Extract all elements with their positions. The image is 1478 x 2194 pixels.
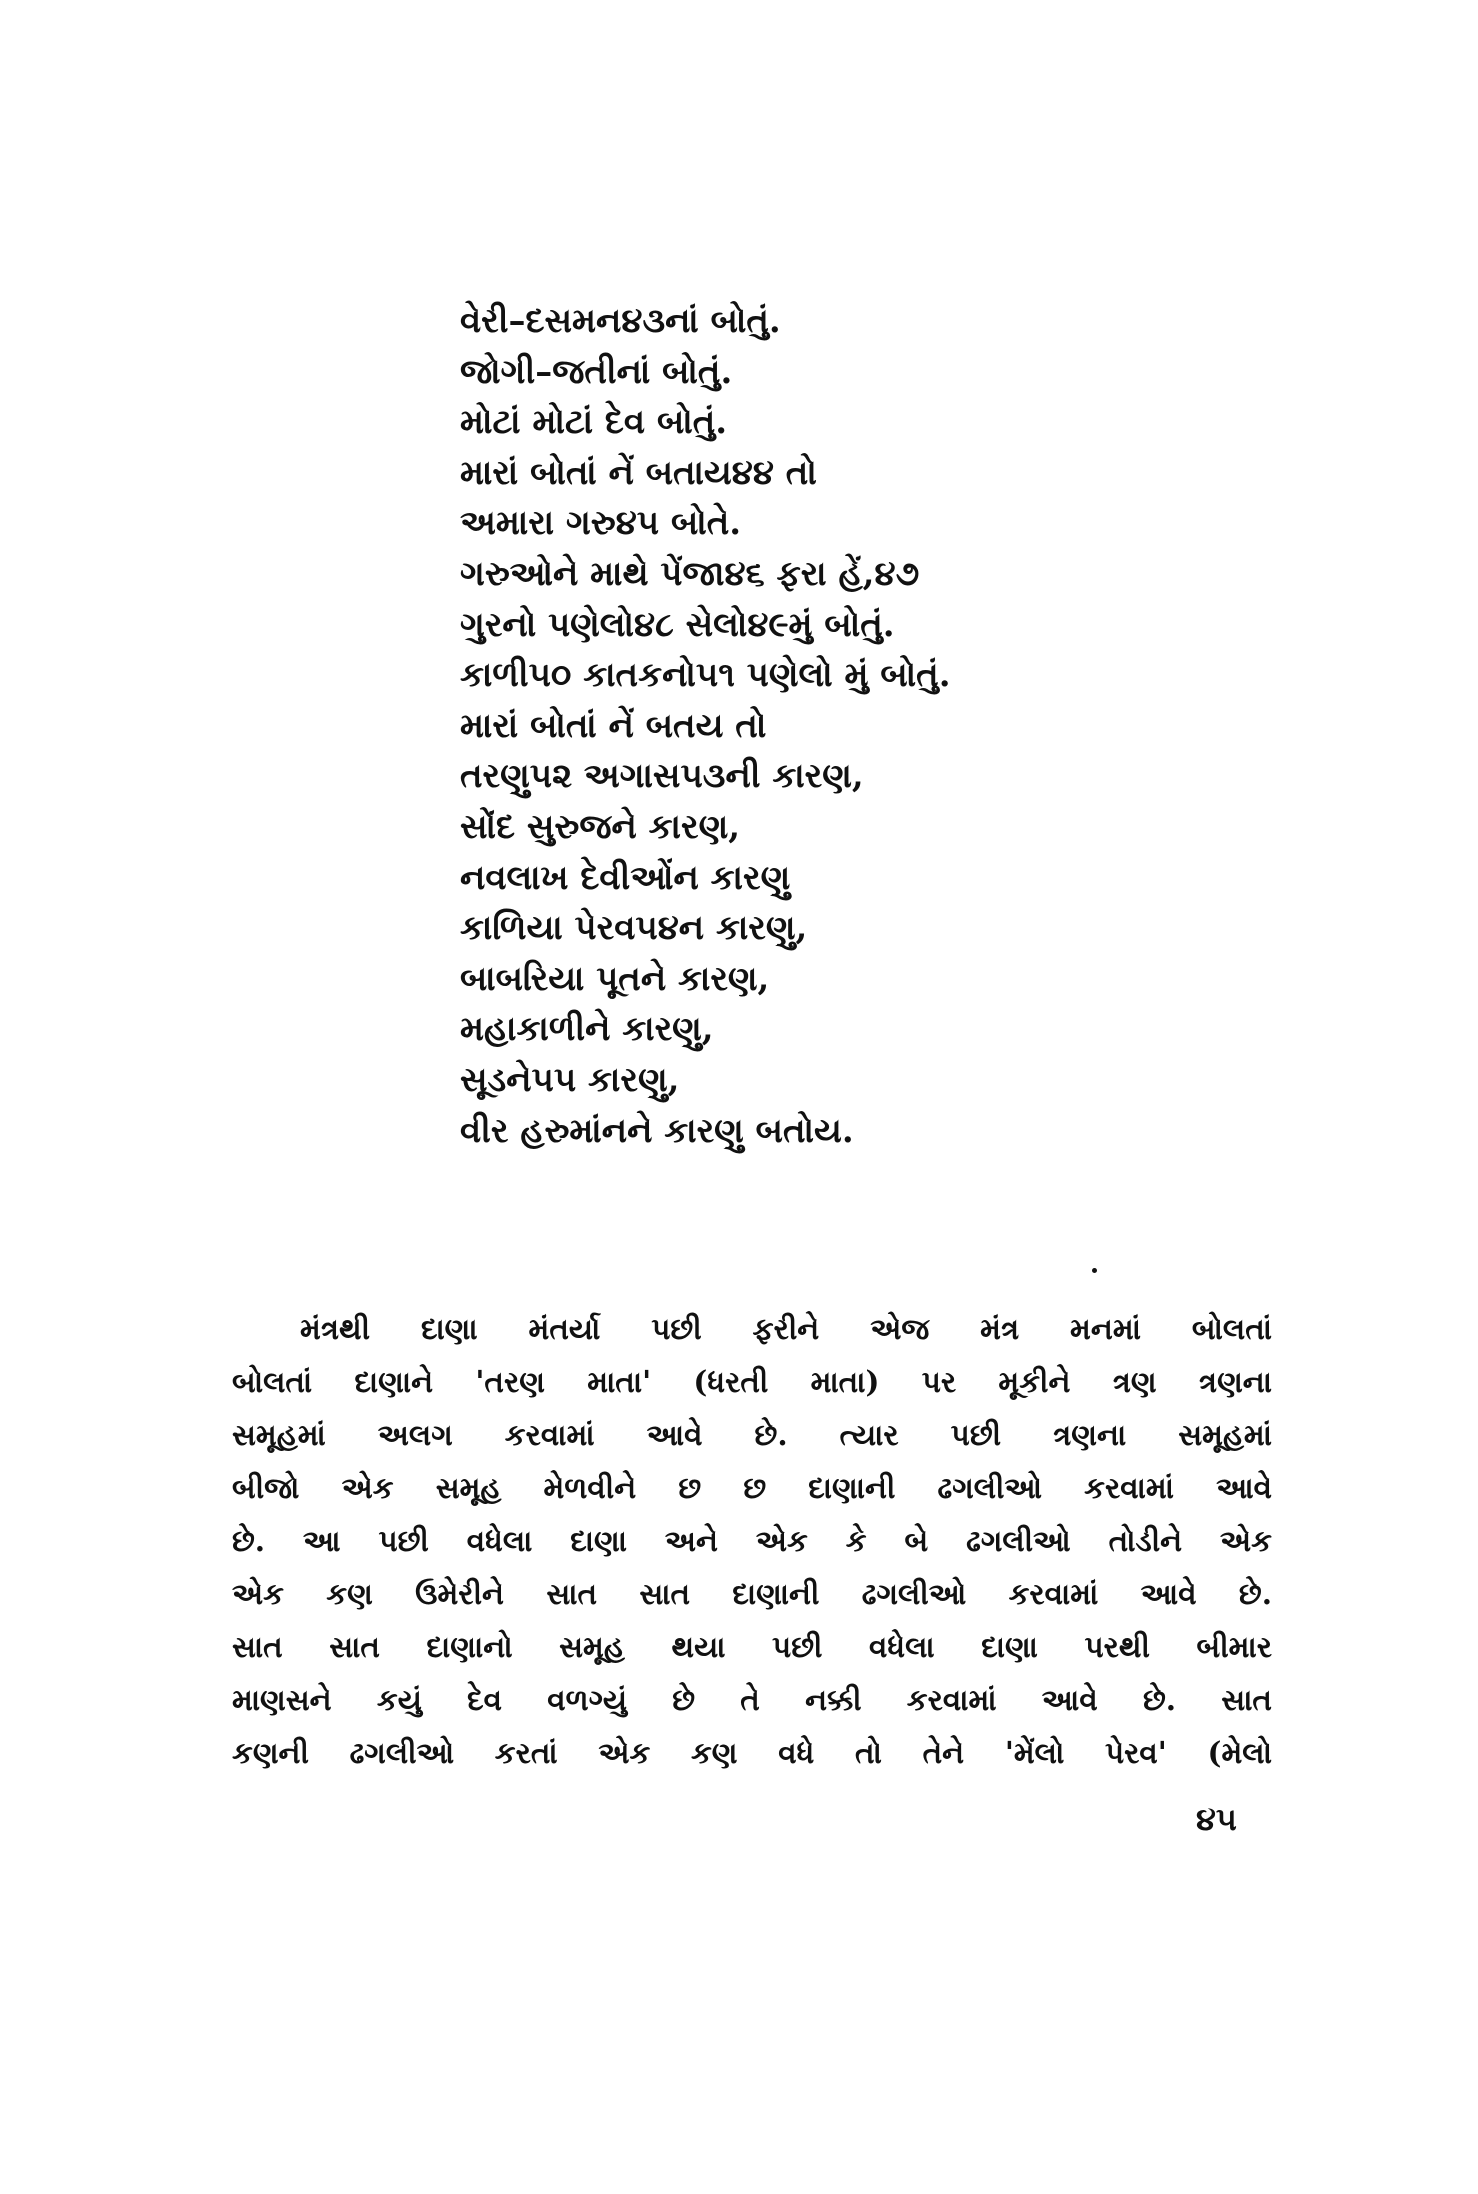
verse-line: બાબરિયા પૂતને કારણ, [460, 958, 770, 999]
verse-block [460, 296, 1260, 1156]
verse-line: મહાકાળીને કારણુ, [460, 1009, 714, 1050]
verse-line: સૂડને૫૫ કારણુ, [460, 1059, 680, 1100]
paragraph-line: મંત્રથી દાણા મંતર્યા પછી ફરીને એજ મંત્ર મનમાં બોલતાં [300, 1311, 1272, 1346]
verse-line: ગુરનો પણેલો૪૮ સેલો૪૯મું બોતું. [460, 604, 895, 645]
paragraph-line: બીજો એક સમૂહ મેળવીને છ છ દાણાની ઢગલીઓ કરવામાં આવે [232, 1470, 1272, 1505]
verse-line: જોગી–જતીનાં બોતું. [460, 351, 733, 392]
page-number: ૪૫ [1196, 1800, 1237, 1838]
paragraph-line: બોલતાં દાણાને 'તરણ માતા' (ધરતી માતા) પર મૂકીને ત્રણ ત્રણના [232, 1364, 1272, 1399]
verse-line: અમારા ગરુ૪૫ બોતે. [460, 503, 742, 544]
verse-line: કાળી૫૦ કાતકનો૫૧ પણેલો મું બોતું. [460, 655, 951, 696]
verse-line: તરણુ૫૨ અગાસ૫૩ની કારણ, [460, 756, 864, 797]
verse-line: ગરુઓને માથે પેંજા૪૬ ફરા હેં,૪૭ [460, 553, 920, 594]
prose-paragraph [232, 1302, 1272, 1779]
paragraph-line: માણસને કયું દેવ વળગ્યું છે તે નક્કી કરવામાં આવે છે. સાત [232, 1682, 1272, 1717]
paragraph-line: કણની ઢગલીઓ કરતાં એક કણ વધે તો તેને 'મેંલો પેરવ' (મેલો [232, 1735, 1272, 1770]
verse-line: નવલાખ દેવીઓંન કારણુ [460, 857, 791, 898]
verse-line: મોટાં મોટાં દેવ બોતું. [460, 402, 728, 443]
paragraph-line: સાત સાત દાણાનો સમૂહ થયા પછી વધેલા દાણા પરથી બીમાર [232, 1629, 1272, 1664]
paragraph-line: છે. આ પછી વધેલા દાણા અને એક કે બે ઢગલીઓ તોડીને એક [232, 1523, 1272, 1558]
stray-dot-mark [1092, 1268, 1097, 1273]
verse-line: વેરી–દસમન૪૩નાં બોતું. [460, 301, 781, 341]
verse-line: સોંદ સુરુજને કારણ, [460, 806, 741, 847]
verse-line: મારાં બોતાં નેં બતય તો [460, 705, 767, 746]
verse-line: મારાં બોતાં નેં બતાય૪૪ તો [460, 452, 817, 493]
paragraph-line: સમૂહમાં અલગ કરવામાં આવે છે. ત્યાર પછી ત્રણના સમૂહમાં [232, 1417, 1272, 1452]
verse-line: કાળિયા પેરવ૫૪ન કારણુ, [460, 908, 808, 949]
verse-line: વીર હરુમાંનને કારણુ બતોય. [460, 1110, 854, 1151]
paragraph-line: એક કણ ઉમેરીને સાત સાત દાણાની ઢગલીઓ કરવામાં આવે છે. [232, 1576, 1272, 1611]
